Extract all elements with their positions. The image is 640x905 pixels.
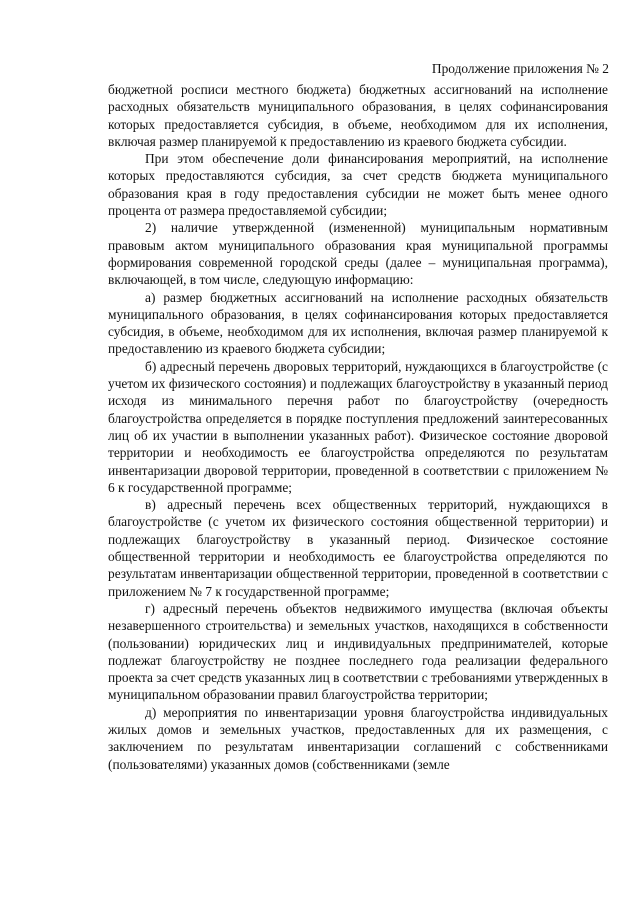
paragraph-municipal-program: 2) наличие утвержденной (измененной) муниципальным нормативным правовым актом муниципального образования края муниципальной программы формирования современной городской среды (далее – муниципальная программа), включающей, в том числе, следующую информацию:: [108, 220, 608, 288]
paragraph-budget-continuation: бюджетной росписи местного бюджета) бюджетных ассигнований на исполнение расходных обязательств муниципального образования, в целях софинансирования которых предоставляется субсидия, в объеме, необходимом для их исполнения, включая размер планируемой к предоставлению из краевого бюджета субсидии.: [108, 82, 608, 149]
paragraph-item-a: а) размер бюджетных ассигнований на исполнение расходных обязательств муниципального образования, в целях софинансирования которых предоставляется субсидия, в объеме, необходимом для их исполнения, включая размер планируемой к предоставлению из краевого бюджета субсидии;: [108, 289, 608, 357]
paragraph-item-b: б) адресный перечень дворовых территорий, нуждающихся в благоустройстве (с учетом их физического состояния) и подлежащих благоустройству в указанный период исходя из минимального перечня работ по благоустройству (очередность благоустройства определяется в порядке поступления предложений заинтересованных лиц об их участии в выполнении указанных работ). Физическое состояние дворовой территории и необходимость ее благоустройства определяются по результатам инвентаризации дворовой территории, проведенной в соответствии с приложением № 6 к государственной программе;: [108, 358, 608, 495]
paragraph-item-g: г) адресный перечень объектов недвижимого имущества (включая объекты незавершенного строительства) и земельных участков, находящихся в собственности (пользовании) юридических лиц и индивидуальных предпринимателей, которые подлежат благоустройству не позднее последнего года реализации федерального проекта за счет средств указанных лиц в соответствии с требованиями утвержденных в муниципальном образовании правил благоустройства территории;: [108, 600, 608, 703]
paragraph-funding-share: При этом обеспечение доли финансирования мероприятий, на исполнение которых предоставляются субсидия, за счет средств бюджета муниципального образования края в году предоставления субсидии не может быть менее одного процента от размера предоставляемой субсидии;: [108, 151, 608, 219]
paragraph-item-v: в) адресный перечень всех общественных территорий, нуждающихся в благоустройстве (с учетом их физического состояния общественной территории) и подлежащих благоустройству в указанный период. Физическое состояние общественной территории и необходимость ее благоустройства определяются по результатам инвентаризации общественной территории, проведенной в соответствии с приложением № 7 к государственной программе;: [108, 497, 608, 599]
document-body: [108, 81, 608, 773]
paragraph-item-d: д) мероприятия по инвентаризации уровня благоустройства индивидуальных жилых домов и земельных участков, предоставленных для их размещения, с заключением по результатам инвентаризации соглашений с собственниками (пользователями) указанных домов (собственниками (земле: [108, 704, 608, 772]
appendix-continuation-header: Продолжение приложения № 2: [431, 61, 609, 76]
